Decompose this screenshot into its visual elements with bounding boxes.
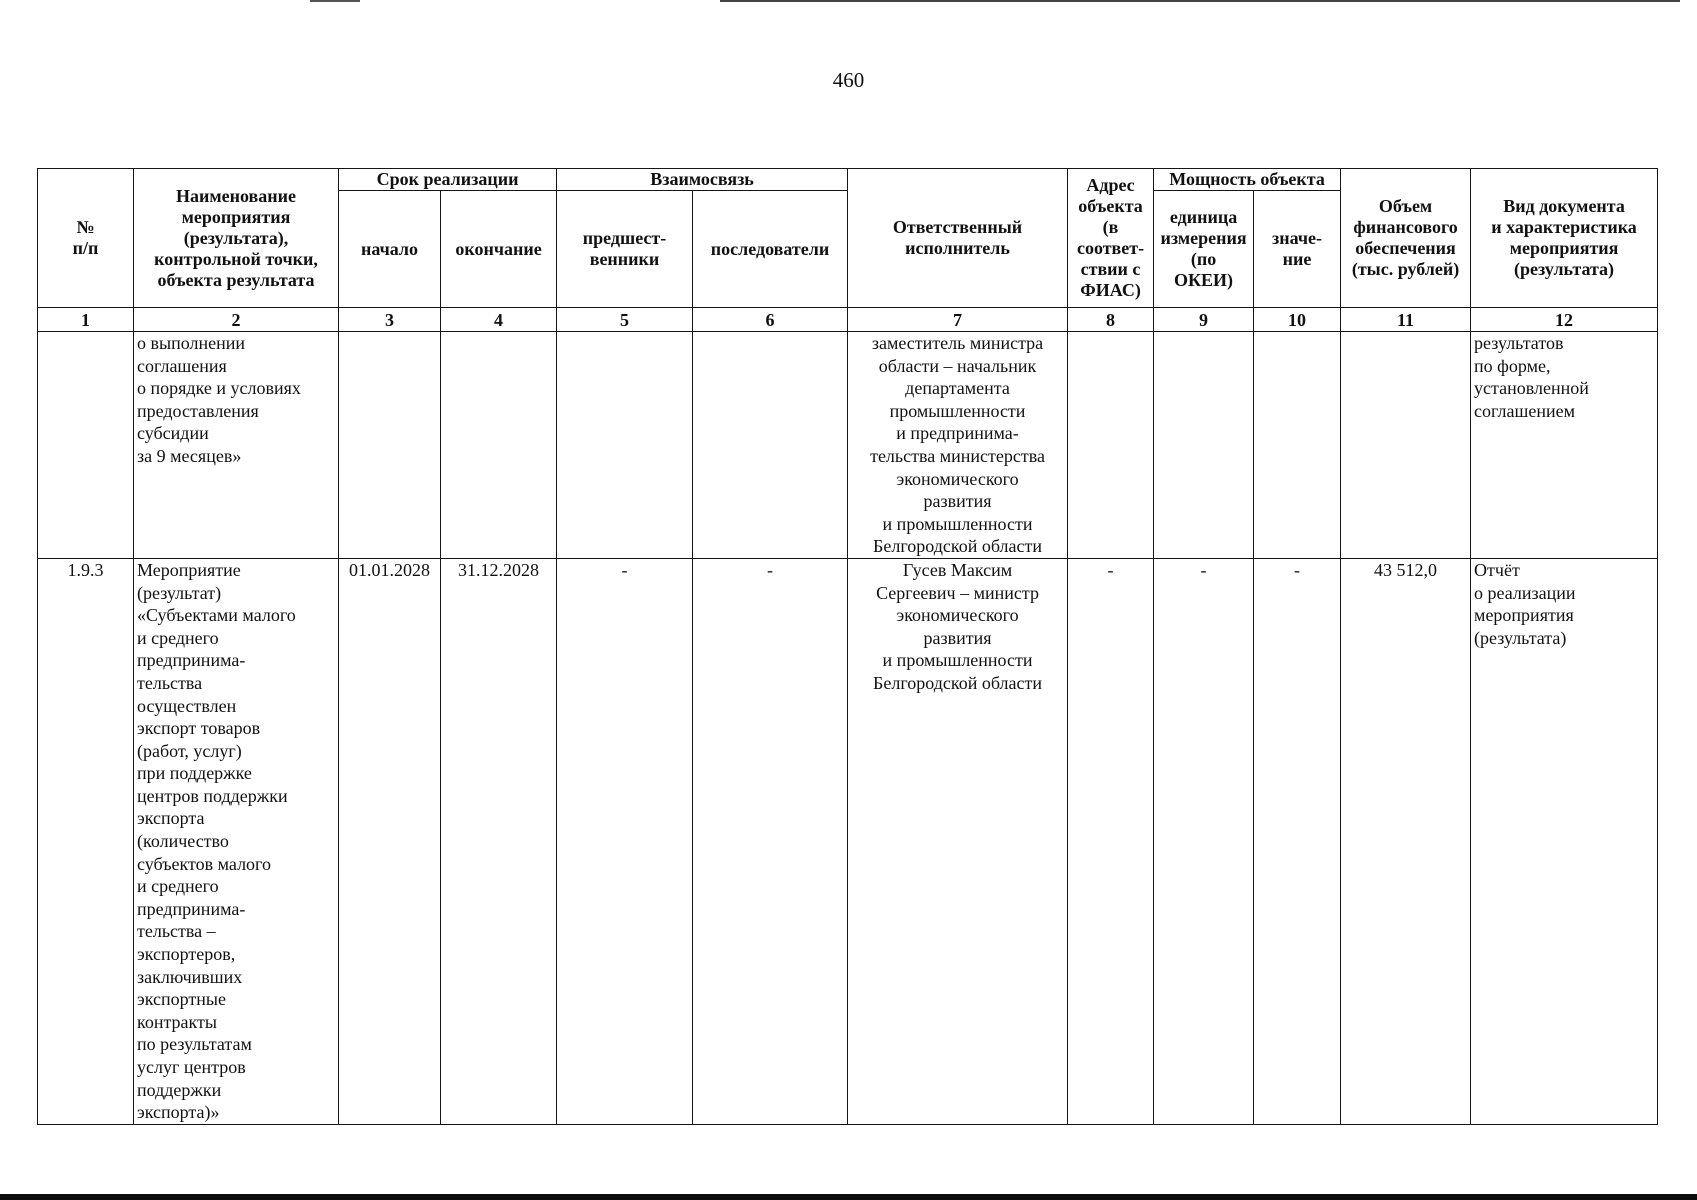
project-plan-table (37, 168, 1658, 1125)
cell-unit (1154, 332, 1254, 559)
text-line: экспорта)» (137, 1102, 220, 1123)
text-line: тельства министерства (870, 445, 1045, 466)
text-line: предпринима- (137, 898, 246, 919)
column-number: 2 (134, 308, 339, 332)
text-line: области – начальник (878, 355, 1037, 376)
cell-doc (1471, 558, 1658, 1124)
column-number: 11 (1341, 308, 1471, 332)
header-finance (1341, 169, 1471, 308)
column-number-row (38, 308, 1658, 332)
column-number: 8 (1068, 308, 1154, 332)
text-line: объекта (1078, 196, 1143, 216)
text-line: (результата), (183, 227, 289, 248)
text-line: финансового (1353, 217, 1458, 237)
cell-end: 31.12.2028 (441, 558, 557, 1124)
header-period-end: окончание (441, 191, 557, 308)
text-line: заместитель министра (871, 333, 1044, 353)
text-line: и среднего (137, 876, 219, 897)
cell-address: - (1068, 558, 1154, 1124)
text-line: Белгородской области (873, 536, 1043, 557)
top-scan-rule-left (310, 0, 360, 2)
text-line: при поддержке (137, 763, 252, 784)
text-line: о порядке и условиях (137, 378, 301, 399)
table-row (38, 332, 1658, 559)
header-doc-type (1471, 169, 1658, 308)
text-line: о реализации (1474, 582, 1576, 603)
text-line: Адрес (1086, 175, 1135, 195)
text-line: экспорт товаров (137, 718, 261, 739)
text-line: услуг центров (137, 1057, 246, 1077)
text-line: (в (1102, 217, 1119, 237)
header-link-prev (557, 191, 693, 308)
text-line: промышленности (889, 400, 1026, 421)
text-line: единица (1169, 207, 1238, 227)
cell-start (339, 332, 441, 559)
text-line: (результата) (1474, 627, 1567, 648)
text-line: экономического (896, 468, 1019, 489)
text-line: установленной (1474, 378, 1589, 399)
text-line: ФИАС) (1080, 280, 1141, 300)
page-number: 460 (832, 68, 865, 92)
text-line: соглашения (137, 355, 227, 376)
text-line: Сергеевич – министр (876, 582, 1039, 603)
header-period-start: начало (339, 191, 441, 308)
text-line: (работ, услуг) (137, 740, 242, 761)
text-line: о выполнении (137, 333, 245, 353)
header-name (134, 169, 339, 308)
text-line: объекта результата (157, 269, 315, 290)
text-line: тельства (137, 672, 203, 693)
text-line: предшест- (582, 228, 667, 248)
text-line: за 9 месяцев» (137, 445, 242, 466)
text-line: развития (923, 491, 992, 512)
text-line: Наименование (176, 185, 296, 206)
text-line: соответ- (1076, 238, 1145, 258)
text-line: ствии с (1080, 259, 1141, 279)
text-line: (результат) (137, 582, 222, 603)
text-line: (тыс. рублей) (1351, 259, 1460, 279)
bottom-scan-edge (0, 1194, 1697, 1200)
text-line: измерения (1160, 228, 1247, 248)
header-link-next: последователи (693, 191, 848, 308)
text-line: ние (1282, 249, 1312, 269)
cell-responsible (848, 558, 1068, 1124)
column-number: 4 (441, 308, 557, 332)
column-number: 3 (339, 308, 441, 332)
text-line: (результата) (1514, 259, 1615, 279)
text-line: п/п (72, 238, 99, 258)
top-scan-rule-right (720, 0, 1680, 2)
header-link: Взаимосвязь (557, 169, 848, 191)
cell-next (693, 332, 848, 559)
header-capacity-value (1254, 191, 1341, 308)
text-line: осуществлен (137, 695, 237, 716)
cell-end (441, 332, 557, 559)
text-line: соглашением (1474, 400, 1575, 421)
cell-address (1068, 332, 1154, 559)
cell-name (134, 558, 339, 1124)
text-line: Вид документа (1503, 196, 1625, 216)
header-responsible (848, 169, 1068, 308)
text-line: контрольной точки, (154, 248, 318, 269)
text-line: департамента (905, 378, 1010, 399)
cell-next: - (693, 558, 848, 1124)
header-address (1068, 169, 1154, 308)
text-line: Отчёт (1474, 559, 1520, 580)
text-line: и промышленности (882, 513, 1033, 534)
column-number: 1 (38, 308, 134, 332)
text-line: экономического (896, 605, 1019, 626)
text-line: предпринима- (137, 650, 246, 671)
text-line: Белгородской области (873, 672, 1043, 693)
text-line: «Субъектами малого (137, 605, 296, 626)
text-line: контракты (137, 1011, 218, 1032)
text-line: заключивших (137, 966, 243, 987)
header-capacity: Мощность объекта (1154, 169, 1341, 191)
cell-finance: 43 512,0 (1341, 558, 1471, 1124)
text-line: и характеристика (1491, 217, 1637, 237)
text-line: Ответственный (892, 217, 1023, 237)
text-line: значе- (1272, 228, 1323, 248)
text-line: экспортные (137, 989, 226, 1010)
column-number: 9 (1154, 308, 1254, 332)
column-number: 5 (557, 308, 693, 332)
text-line: обеспечения (1355, 238, 1456, 258)
cell-finance (1341, 332, 1471, 559)
text-line: субъектов малого (137, 853, 271, 874)
cell-prev: - (557, 558, 693, 1124)
text-line: развития (923, 627, 992, 648)
header-capacity-unit (1154, 191, 1254, 308)
text-line: по форме, (1474, 355, 1551, 376)
column-number: 10 (1254, 308, 1341, 332)
cell-value: - (1254, 558, 1341, 1124)
text-line: экспорта (137, 808, 205, 829)
text-line: тельства – (137, 921, 216, 942)
cell-doc (1471, 332, 1658, 559)
table-row (38, 558, 1658, 1124)
text-line: и среднего (137, 627, 219, 648)
text-line: мероприятия (1474, 605, 1574, 626)
cell-num: 1.9.3 (38, 558, 134, 1124)
text-line: мероприятия (181, 206, 291, 227)
header-num (38, 169, 134, 308)
text-line: венники (589, 249, 660, 269)
column-number: 6 (693, 308, 848, 332)
cell-start: 01.01.2028 (339, 558, 441, 1124)
text-line: субсидии (137, 423, 209, 444)
header-period: Срок реализации (339, 169, 557, 191)
text-line: и промышленности (882, 650, 1033, 671)
cell-prev (557, 332, 693, 559)
text-line: Гусев Максим (902, 559, 1013, 580)
cell-responsible (848, 332, 1068, 559)
text-line: результатов (1474, 333, 1564, 353)
cell-name (134, 332, 339, 559)
column-number: 7 (848, 308, 1068, 332)
text-line: центров поддержки (137, 785, 288, 806)
text-line: Объем (1378, 196, 1433, 216)
text-line: № (76, 217, 95, 237)
text-line: ОКЕИ) (1174, 270, 1234, 290)
text-line: (количество (137, 831, 229, 852)
cell-num (38, 332, 134, 559)
text-line: по результатам (137, 1034, 252, 1055)
text-line: исполнитель (905, 238, 1010, 258)
cell-unit: - (1154, 558, 1254, 1124)
text-line: экспортеров, (137, 944, 236, 965)
header-row-top (38, 169, 1658, 191)
text-line: поддержки (137, 1079, 222, 1100)
cell-value (1254, 332, 1341, 559)
text-line: Мероприятие (137, 559, 241, 580)
column-number: 12 (1471, 308, 1658, 332)
text-line: предоставления (137, 400, 259, 421)
text-line: (по (1190, 249, 1217, 269)
text-line: и предпринима- (896, 423, 1019, 444)
text-line: мероприятия (1509, 238, 1619, 258)
